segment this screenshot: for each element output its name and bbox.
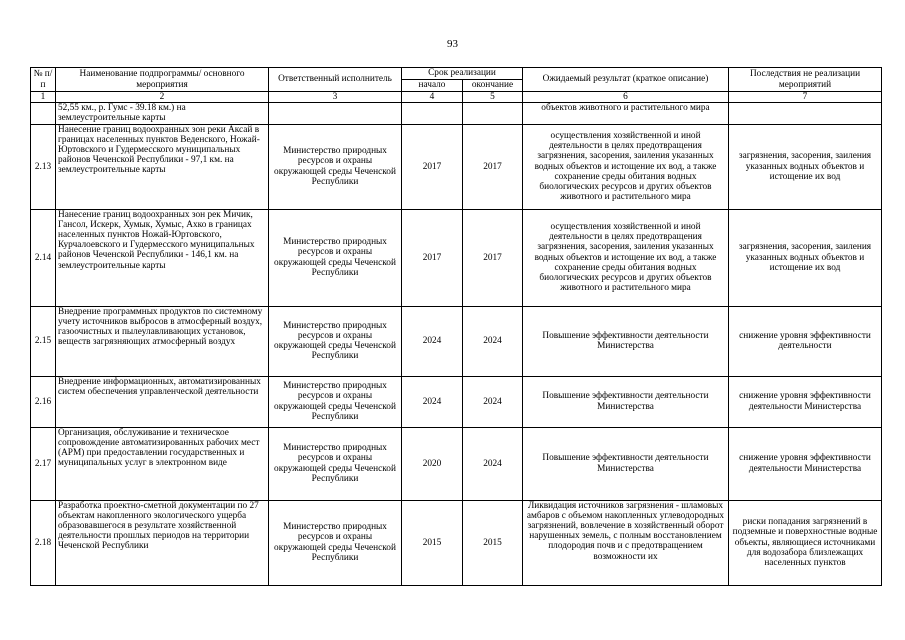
- row-result: Повышение эффективности деятельности Министерства: [523, 427, 729, 500]
- header-end: окончание: [463, 80, 523, 92]
- row-result: осуществления хозяйственной и иной деятельности в целях предотвращения загрязнения, засорения, заиления указанных водных объектов и истощение их вод, а также сохранение среды обитания водных биологических ресурсов и других объектов животного и растительного мира: [523, 124, 729, 209]
- row-name: Нанесение границ водоохранных зон реки Аксай в границах населенных пунктов Веденского, Ножай-Юртовского и Гудермесского муниципальных районов Чеченской Республики - 97,1 км. на землеустроительные карты: [56, 124, 269, 209]
- row-result: объектов животного и растительного мира: [523, 103, 729, 124]
- row-executor: Министерство природных ресурсов и охраны окружающей среды Чеченской Республики: [269, 209, 402, 306]
- column-number: 6: [523, 92, 729, 103]
- row-name: Разработка проектно-сметной документации по 27 объектам накопленного экологического ущерба образовавшегося в результате хозяйственной деятельности прошлых периодов на территории Чеченской Республики: [56, 500, 269, 585]
- header-consequences: Последствия не реализации мероприятий: [729, 68, 882, 92]
- column-number: 5: [463, 92, 523, 103]
- header-result: Ожидаемый результат (краткое описание): [523, 68, 729, 92]
- row-consequences: снижение уровня эффективности деятельности Министерства: [729, 376, 882, 427]
- header-start: начало: [402, 80, 463, 92]
- row-name: Нанесение границ водоохранных зон рек Мичик, Гансол, Искерк, Хумык, Хумыс, Ахко в границах населенных пунктов Ножай-Юртовского, Курчалоевского и Гудермесского муниципальных районов Чеченской Республики - 146,1 км. на землеустроительные карты: [56, 209, 269, 306]
- table-row: [31, 427, 882, 500]
- row-start: 2020: [402, 427, 463, 500]
- column-number: 3: [269, 92, 402, 103]
- row-start: 2024: [402, 376, 463, 427]
- row-num: 2.16: [31, 376, 56, 427]
- row-result: Ликвидация источников загрязнения - шламовых амбаров с объемом накопленных углеводородных загрязнений, вовлечение в хозяйственный оборот нарушенных земель, с полным восстановлением плодородия почв и с предотвращением возможности их: [523, 500, 729, 585]
- row-start: 2017: [402, 124, 463, 209]
- row-start: 2015: [402, 500, 463, 585]
- header-name: Наименование подпрограммы/ основного мероприятия: [56, 68, 269, 92]
- table-row: [31, 124, 882, 209]
- row-executor: Министерство природных ресурсов и охраны окружающей среды Чеченской Республики: [269, 376, 402, 427]
- row-consequences: снижение уровня эффективности деятельности: [729, 306, 882, 376]
- row-name: 52,55 км., р. Гумс - 39.18 км.) на землеустроительные карты: [56, 103, 269, 124]
- table-row: [31, 500, 882, 585]
- row-name: Внедрение программных продуктов по системному учету источников выбросов в атмосферный воздух, газоочистных и пылеулавливающих установок, веществ загрязняющих атмосферный воздух: [56, 306, 269, 376]
- row-result: Повышение эффективности деятельности Министерства: [523, 306, 729, 376]
- row-num: 2.18: [31, 500, 56, 585]
- column-number: 2: [56, 92, 269, 103]
- row-result: осуществления хозяйственной и иной деятельности в целях предотвращения загрязнения, засорения, заиления указанных водных объектов и истощение их вод, а также сохранение среды обитания водных биологических ресурсов и других объектов животного и растительного мира: [523, 209, 729, 306]
- row-num: 2.14: [31, 209, 56, 306]
- row-start: 2017: [402, 209, 463, 306]
- page-number: 93: [447, 38, 458, 50]
- row-consequences: риски попадания загрязнений в подземные и поверхностные водные объекты, являющиеся источниками для водозабора близлежащих населенных пунктов: [729, 500, 882, 585]
- row-end: 2015: [463, 500, 523, 585]
- table-row: [31, 209, 882, 306]
- header-executor: Ответственный исполнитель: [269, 68, 402, 92]
- row-name: Внедрение информационных, автоматизированных систем обеспечения управленческой деятельности: [56, 376, 269, 427]
- header-num: № п/п: [31, 68, 56, 92]
- row-executor: Министерство природных ресурсов и охраны окружающей среды Чеченской Республики: [269, 306, 402, 376]
- column-number: 4: [402, 92, 463, 103]
- row-num: 2.13: [31, 124, 56, 209]
- row-end: 2024: [463, 306, 523, 376]
- row-name: Организация, обслуживание и техническое сопровождение автоматизированных рабочих мест (АРМ) при предоставлении государственных и муниципальных услуг в электронном виде: [56, 427, 269, 500]
- row-consequences: снижение уровня эффективности деятельности Министерства: [729, 427, 882, 500]
- row-end: 2017: [463, 209, 523, 306]
- activities-table: [30, 67, 882, 586]
- column-number: 7: [729, 92, 882, 103]
- table-row: [31, 376, 882, 427]
- row-consequences: загрязнения, засорения, заиления указанных водных объектов и истощение их вод: [729, 209, 882, 306]
- row-end: 2024: [463, 376, 523, 427]
- header-term: Срок реализации: [402, 68, 523, 80]
- column-number: 1: [31, 92, 56, 103]
- row-result: Повышение эффективности деятельности Министерства: [523, 376, 729, 427]
- row-executor: Министерство природных ресурсов и охраны окружающей среды Чеченской Республики: [269, 427, 402, 500]
- row-consequences: загрязнения, засорения, заиления указанных водных объектов и истощение их вод: [729, 124, 882, 209]
- table-row: [31, 103, 882, 124]
- table-row: [31, 306, 882, 376]
- row-executor: Министерство природных ресурсов и охраны окружающей среды Чеченской Республики: [269, 124, 402, 209]
- row-num: 2.17: [31, 427, 56, 500]
- row-end: 2024: [463, 427, 523, 500]
- row-num: 2.15: [31, 306, 56, 376]
- row-executor: Министерство природных ресурсов и охраны окружающей среды Чеченской Республики: [269, 500, 402, 585]
- row-start: 2024: [402, 306, 463, 376]
- row-end: 2017: [463, 124, 523, 209]
